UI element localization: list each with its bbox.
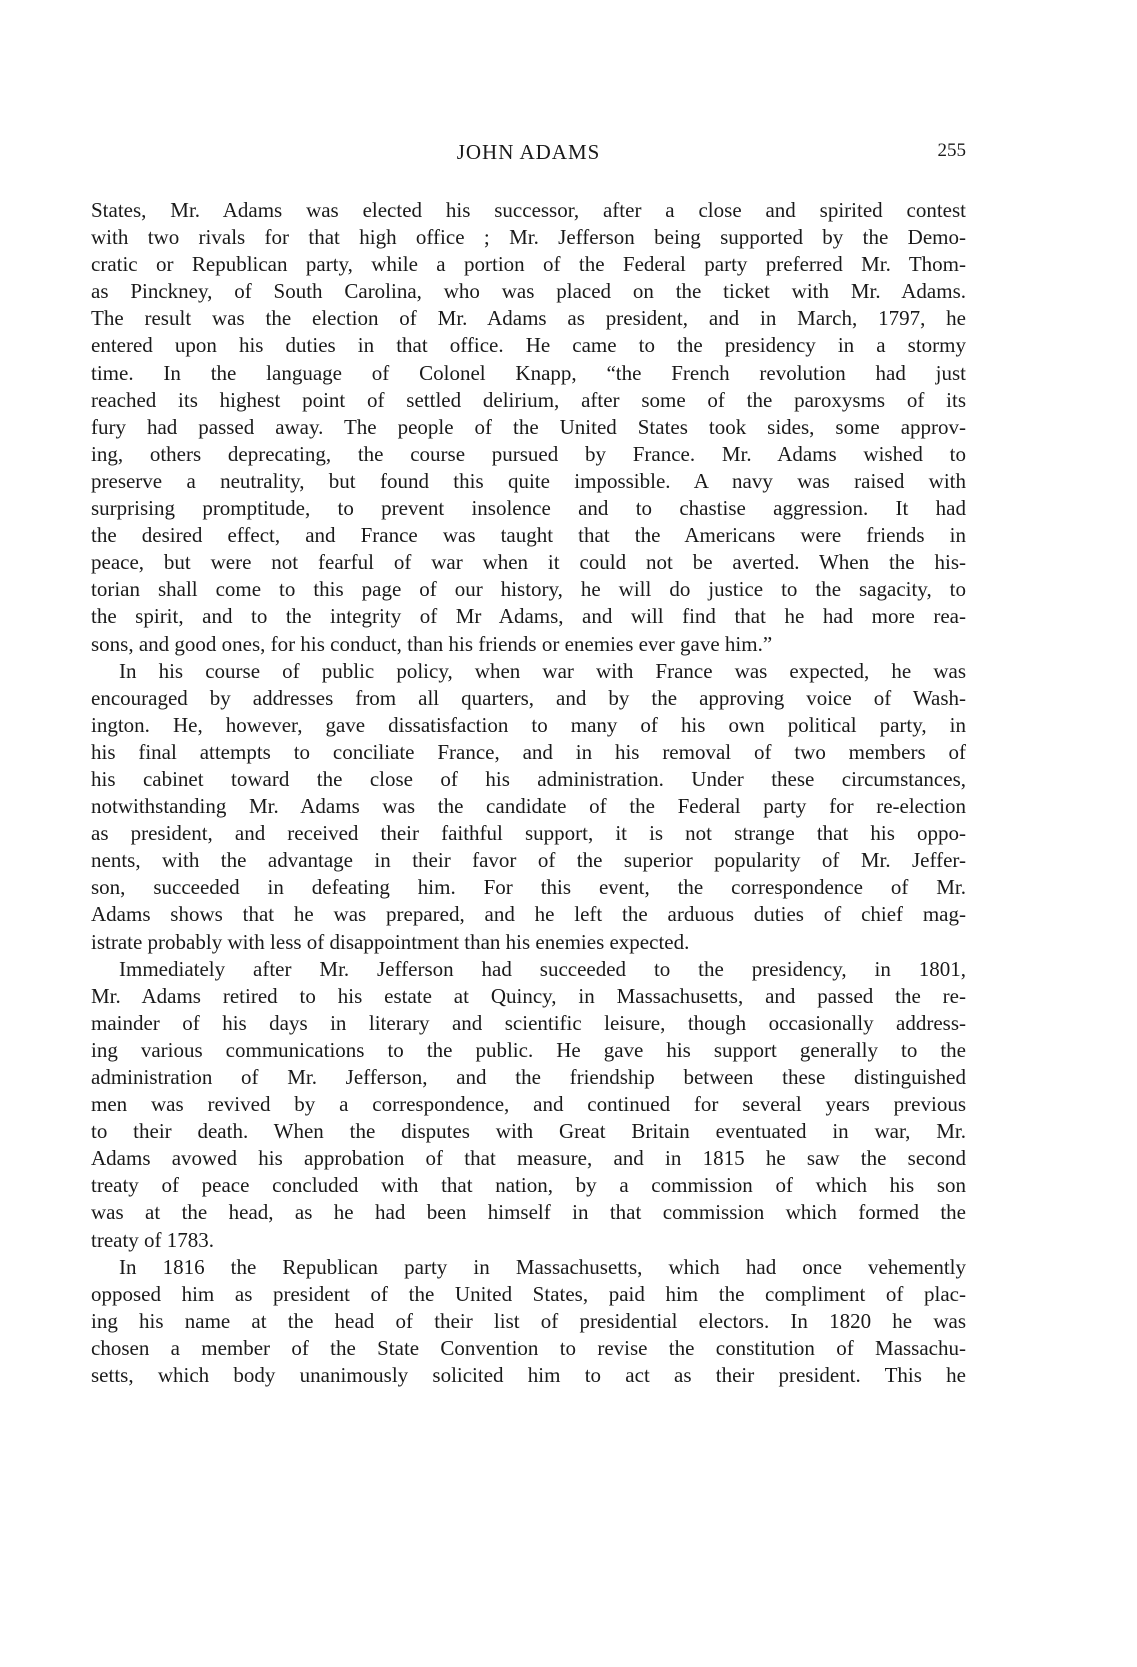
text-line: In his course of public policy, when war with France was expected, he was xyxy=(119,658,966,683)
text-line: Mr. Adams retired to his estate at Quincy, in Massachusetts, and passed the re- xyxy=(91,983,966,1008)
text-line: was at the head, as he had been himself in that commission which formed the xyxy=(91,1200,966,1225)
text-line: The result was the election of Mr. Adams as president, and in March, 1797, he xyxy=(91,306,966,331)
text-line: istrate probably with less of disappointment than his enemies expected. xyxy=(91,929,690,954)
text-line: surprising promptitude, to prevent insolence and to chastise aggression. It had xyxy=(91,496,966,521)
paragraph xyxy=(91,1254,966,1389)
text-line: notwithstanding Mr. Adams was the candidate of the Federal party for re-election xyxy=(91,794,966,819)
text-line: ington. He, however, gave dissatisfaction to many of his own political party, in xyxy=(91,712,966,737)
text-line: Immediately after Mr. Jefferson had succeeded to the presidency, in 1801, xyxy=(119,956,966,981)
running-head xyxy=(91,140,966,170)
text-line: States, Mr. Adams was elected his successor, after a close and spirited contest xyxy=(91,198,966,222)
text-line: ing his name at the head of their list of presidential electors. In 1820 he was xyxy=(91,1308,966,1333)
text-line: reached its highest point of settled delirium, after some of the paroxysms of its xyxy=(91,387,966,412)
running-title: JOHN ADAMS xyxy=(456,140,601,164)
text-line: opposed him as president of the United States, paid him the compliment of plac- xyxy=(91,1281,966,1306)
text-line: fury had passed away. The people of the United States took sides, some approv- xyxy=(91,414,966,439)
text-line: torian shall come to this page of our history, he will do justice to the sagacity, to xyxy=(91,577,966,602)
page-number: 255 xyxy=(937,140,966,161)
text-line: ing various communications to the public. He gave his support generally to the xyxy=(91,1037,966,1062)
text-line: as Pinckney, of South Carolina, who was placed on the ticket with Mr. Adams. xyxy=(91,279,966,304)
text-line: his cabinet toward the close of his administration. Under these circumstances, xyxy=(91,766,966,791)
text-line: as president, and received their faithful support, it is not strange that his oppo- xyxy=(91,821,966,846)
text-line: men was revived by a correspondence, and continued for several years previous xyxy=(91,1092,966,1117)
paragraph xyxy=(91,197,966,658)
text-line: cratic or Republican party, while a portion of the Federal party preferred Mr. Thom- xyxy=(91,252,966,277)
text-line: treaty of 1783. xyxy=(91,1227,215,1252)
text-line: to their death. When the disputes with Great Britain eventuated in war, Mr. xyxy=(91,1119,966,1144)
text-line: nents, with the advantage in their favor of the superior popularity of Mr. Jeffer- xyxy=(91,848,966,873)
text-line: entered upon his duties in that office. He came to the presidency in a stormy xyxy=(91,333,966,358)
text-line: preserve a neutrality, but found this quite impossible. A navy was raised with xyxy=(91,468,966,493)
paragraph xyxy=(91,956,966,1254)
text-line: son, succeeded in defeating him. For this event, the correspondence of Mr. xyxy=(91,875,966,900)
text-line: encouraged by addresses from all quarters, and by the approving voice of Wash- xyxy=(91,685,966,710)
text-line: sons, and good ones, for his conduct, than his friends or enemies ever gave him.” xyxy=(91,631,773,656)
text-line: administration of Mr. Jefferson, and the friendship between these distinguished xyxy=(91,1065,966,1089)
text-line: Adams shows that he was prepared, and he left the arduous duties of chief mag- xyxy=(91,902,966,927)
text-line: Adams avowed his approbation of that measure, and in 1815 he saw the second xyxy=(91,1146,966,1171)
text-line: his final attempts to conciliate France, and in his removal of two members of xyxy=(91,739,966,764)
text-line: setts, which body unanimously solicited him to act as their president. This he xyxy=(91,1363,966,1388)
text-line: the spirit, and to the integrity of Mr Adams, and will find that he had more rea- xyxy=(91,604,966,629)
body-text xyxy=(91,197,966,1389)
text-line: mainder of his days in literary and scientific leisure, though occasionally address- xyxy=(91,1010,966,1035)
text-line: ing, others deprecating, the course pursued by France. Mr. Adams wished to xyxy=(91,441,966,466)
text-line: chosen a member of the State Convention to revise the constitution of Massachu- xyxy=(91,1335,966,1360)
text-line: treaty of peace concluded with that nation, by a commission of which his son xyxy=(91,1173,966,1198)
text-line: with two rivals for that high office ; Mr. Jefferson being supported by the Demo- xyxy=(91,225,966,250)
paragraph xyxy=(91,658,966,956)
text-line: time. In the language of Colonel Knapp, “the French revolution had just xyxy=(91,360,966,385)
text-line: the desired effect, and France was taught that the Americans were friends in xyxy=(91,523,966,548)
text-line: peace, but were not fearful of war when it could not be averted. When the his- xyxy=(91,550,966,575)
text-line: In 1816 the Republican party in Massachusetts, which had once vehemently xyxy=(119,1254,966,1279)
